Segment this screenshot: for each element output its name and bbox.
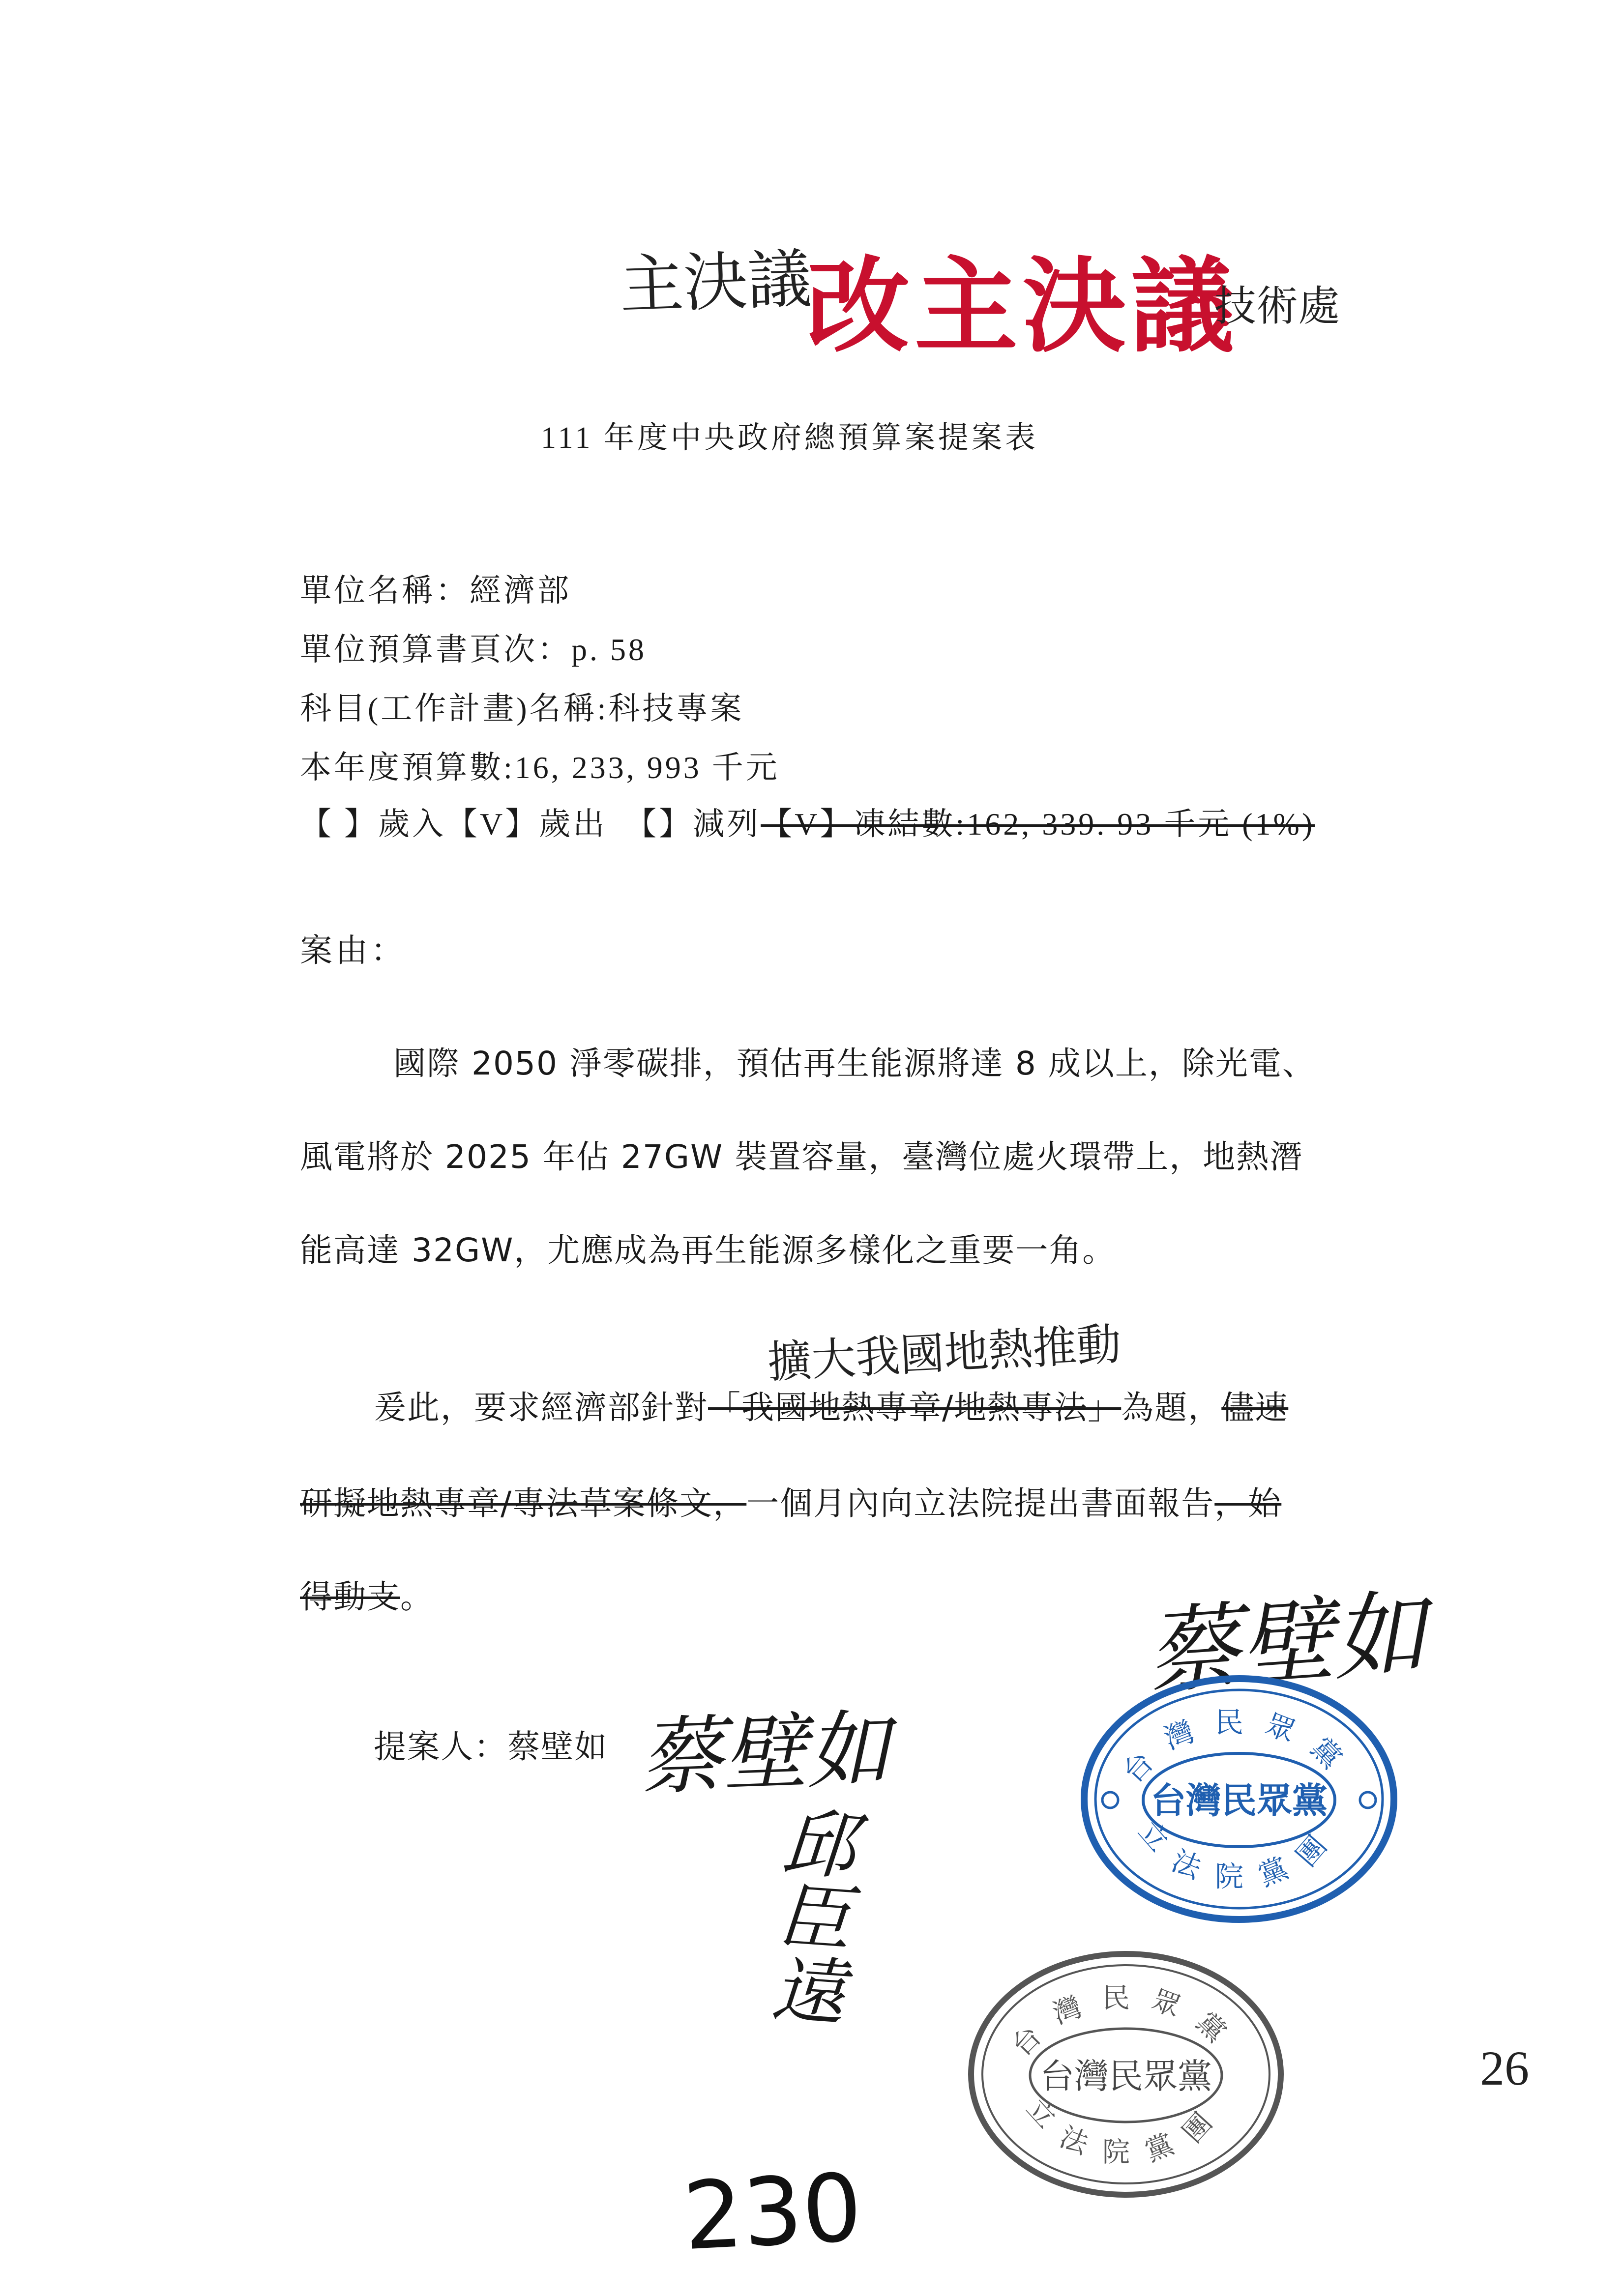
party-seal-gray bbox=[964, 1947, 1288, 2202]
p6-end: 。 bbox=[400, 1578, 434, 1616]
stamp-title: 改主決議 bbox=[806, 245, 1240, 367]
p4-struck: 「我國地熱專章/地熱專法」 bbox=[708, 1389, 1122, 1426]
options-struck-text: 【V】凍結數:162, 339. 93 千元 (1%) bbox=[761, 807, 1315, 842]
p4-struck-2: 儘速 bbox=[1221, 1389, 1289, 1426]
unit-name-field: 單位名稱：經濟部 bbox=[300, 573, 571, 608]
paragraph-line-5 bbox=[300, 1477, 1281, 1524]
seal-gray-bottom-text: 立法院黨團 bbox=[1020, 2092, 1232, 2169]
handwritten-insert: 擴大我國地熱推動 bbox=[766, 1318, 1122, 1389]
svg-text:台灣民眾黨 bbox=[1116, 1706, 1362, 1789]
p6-struck: 得動支 bbox=[300, 1578, 400, 1616]
p5-rest: 一個月內向立法院提出書面報告 bbox=[746, 1484, 1215, 1522]
paragraph-line-2: 風電將於 2025 年佔 27GW 裝置容量，臺灣位處火環帶上，地熱潛 bbox=[300, 1138, 1303, 1176]
p4-start: 爰此，要求經濟部針對 bbox=[374, 1389, 708, 1426]
form-title: 111 年度中央政府總預算案提案表 bbox=[541, 421, 1038, 455]
signature-main: 蔡壁如 bbox=[1143, 1579, 1430, 1707]
handwritten-number: 230 bbox=[680, 2153, 865, 2271]
department-label: 技術處 bbox=[1214, 282, 1340, 331]
budget-page-field: 單位預算書頁次：p. 58 bbox=[300, 632, 647, 667]
svg-text:立法院黨團 bbox=[1020, 2093, 1232, 2169]
seal-blue-top-text: 台灣民眾黨 bbox=[1116, 1705, 1362, 1789]
paragraph-line-1: 國際 2050 淨零碳排，預估再生能源將達 8 成以上，除光電、 bbox=[393, 1045, 1316, 1082]
proposer-label: 提案人：蔡壁如 bbox=[374, 1728, 608, 1766]
svg-text:台灣民眾黨 bbox=[1006, 1982, 1246, 2063]
options-field bbox=[300, 799, 1315, 844]
p5-struck-2: ，始 bbox=[1214, 1484, 1282, 1522]
seal-gray-center-text: 台灣民眾黨 bbox=[1040, 2056, 1212, 2096]
reason-label: 案由： bbox=[300, 933, 406, 969]
subject-field: 科目(工作計畫)名稱:科技專案 bbox=[300, 691, 744, 726]
paragraph-line-4 bbox=[374, 1381, 1288, 1428]
handwritten-header: 主決議 bbox=[618, 241, 813, 323]
signature-inline: 蔡壁如 bbox=[638, 1701, 892, 1807]
seal-blue-bottom-text: 立法院黨團 bbox=[1131, 1814, 1347, 1893]
p5-struck: 研擬地熱專章/專法草案條文， bbox=[300, 1484, 747, 1522]
seal-blue-center-text: 台灣民眾黨 bbox=[1150, 1779, 1328, 1821]
page-number: 26 bbox=[1480, 2041, 1529, 2095]
paragraph-line-3: 能高達 32GW，尤應成為再生能源多樣化之重要一角。 bbox=[300, 1231, 1116, 1269]
options-text: 【 】歲入【V】歲出 【】減列 bbox=[300, 807, 761, 842]
p4-mid: 為題， bbox=[1121, 1389, 1222, 1426]
seal-gray-top-text: 台灣民眾黨 bbox=[1005, 1982, 1246, 2063]
signature-vertical: 邱臣遠 bbox=[768, 1800, 859, 2037]
budget-amount-field: 本年度預算數:16, 233, 993 千元 bbox=[300, 750, 780, 785]
svg-text:立法院黨團 bbox=[1132, 1814, 1346, 1893]
paragraph-line-6 bbox=[300, 1570, 434, 1617]
party-seal-blue bbox=[1077, 1671, 1401, 1927]
